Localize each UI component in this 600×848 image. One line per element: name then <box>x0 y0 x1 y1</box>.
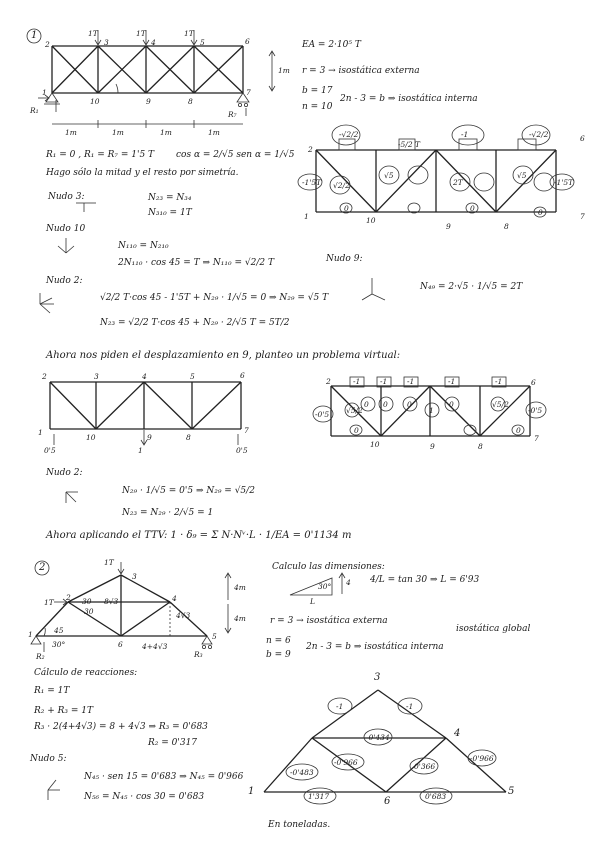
p2-b-line: b = 9 <box>266 650 291 660</box>
reaction-label: R₇ <box>228 110 237 119</box>
node-label: 7 <box>246 88 251 97</box>
reaction-label: R₁ <box>30 106 39 115</box>
node-label: 7 <box>244 426 249 435</box>
node-label: 8 <box>504 222 509 231</box>
force-value: -0'966 <box>334 758 358 767</box>
node-label: 7 <box>580 212 585 221</box>
dim-label: 1m <box>112 128 124 137</box>
dims-note: Calculo las dimensiones: <box>272 562 385 572</box>
bar-label: 8√3 <box>104 597 119 606</box>
force-value: 0'683 <box>425 792 447 801</box>
node5-eq1: N₄₅ · sen 15 = 0'683 ⇒ N₄₅ = 0'966 <box>84 772 244 782</box>
node-label: 8 <box>478 442 483 451</box>
node2-eq2: N₂₃ = √2/2 T·cos 45 + N₂₉ · 2/√5 T = 5T/2 <box>100 318 290 328</box>
node-label: 9 <box>147 433 152 442</box>
node-label: 2 <box>42 372 47 381</box>
node10-eq2: 2N₁₁₀ · cos 45 = T ⇒ N₁₁₀ = √2/2 T <box>118 258 274 268</box>
virtual-force-value: -1 <box>353 377 361 386</box>
node-label: 6 <box>240 371 245 380</box>
truss-2-diagram <box>31 562 231 652</box>
node-label: 4 <box>142 372 147 381</box>
virtual-force-value: -1 <box>448 377 456 386</box>
node-label: 9 <box>146 97 151 106</box>
virtual-truss-diagram <box>50 382 241 445</box>
tri-label: L <box>310 597 315 606</box>
force-value: -5/2 T <box>398 140 420 149</box>
force-value: -1 <box>336 702 344 711</box>
force-value: -0'434 <box>366 733 390 742</box>
node2v-eq2: N₂₃ = N₂₉ · 2/√5 = 1 <box>122 508 214 518</box>
n-line: n = 10 <box>302 102 333 112</box>
virtual-force-value: 1 <box>429 406 434 415</box>
node2-label: Nudo 2: <box>46 276 83 286</box>
formula-line: 2n - 3 = b ⇒ isostática interna <box>340 94 478 104</box>
ttv-line: Ahora aplicando el TTV: 1 · δ₉ = Σ N·Nᵛ·L · 1/EA = 0'1134 m <box>46 530 352 541</box>
r-line: r = 3 → isostática externa <box>302 66 420 76</box>
force-value: √5 <box>384 171 394 180</box>
node-label: 9 <box>446 222 451 231</box>
node3-eq1: N₂₃ = N₃₄ <box>148 193 192 203</box>
reaction-label: R₃ <box>194 650 203 659</box>
dims-eq: 4/L = tan 30 ⇒ L = 6'93 <box>370 575 480 585</box>
node-label: 1 <box>28 630 33 639</box>
truss-2-force-diagram <box>264 690 506 804</box>
bar-label: 4√3 <box>176 611 191 620</box>
tri-label: 30° <box>318 582 332 591</box>
virtual-force-value: √5/2 <box>346 406 363 415</box>
force-value: 0'366 <box>414 762 436 771</box>
node-label: 4 <box>454 728 461 739</box>
dim-label: 1m <box>208 128 220 137</box>
node-label: 6 <box>118 640 123 649</box>
problem-1-number: 1 <box>31 30 38 41</box>
node-label: 5 <box>212 632 217 641</box>
node-label: 1 <box>42 88 47 97</box>
virtual-force-value: 0 <box>449 400 454 409</box>
force-value: 0 <box>344 204 349 213</box>
node9-label: Nudo 9: <box>326 254 363 264</box>
force-value: -1 <box>461 130 469 139</box>
node-label: 3 <box>94 372 99 381</box>
node9-eq: N₄₉ = 2·√5 · 1/√5 = 2T <box>420 282 523 292</box>
node-label: 6 <box>580 134 585 143</box>
reaction-eq: R₂ = 0'317 <box>148 738 198 748</box>
node3-eq2: N₃₁₀ = 1T <box>148 208 192 218</box>
force-value: -√2/2 <box>529 130 549 139</box>
dim-label: 1m <box>160 128 172 137</box>
virtual-force-value: 0 <box>516 426 521 435</box>
force-value: -√2/2 <box>339 130 359 139</box>
virtual-force-value: √5/2 <box>492 400 509 409</box>
reaction-eq: R₂ + R₃ = 1T <box>34 706 94 716</box>
p2-r-line: r = 3 → isostática externa <box>270 616 388 626</box>
problem-2-number: 2 <box>39 562 46 573</box>
reaction-eq: R₁ = 1T <box>34 686 70 696</box>
node-label: 8 <box>186 433 191 442</box>
node-label: 5 <box>190 372 195 381</box>
node-label: 3 <box>104 38 109 47</box>
node-label: 6 <box>384 796 391 807</box>
force-value: -0'966 <box>470 754 494 763</box>
node-label: 6 <box>245 37 250 46</box>
load-label: 1T <box>88 29 98 38</box>
node10-eq1: N₁₁₀ = N₂₁₀ <box>118 241 169 251</box>
angle-label: 45 <box>54 626 64 635</box>
virtual-note: Ahora nos piden el desplazamiento en 9, planteo un problema virtual: <box>46 350 401 361</box>
virtual-force-value: 0 <box>364 400 369 409</box>
node2-virtual-sketch <box>66 492 78 503</box>
node-label: 2 <box>66 593 71 602</box>
node-label: 2 <box>326 377 331 386</box>
virtual-force-value: -0'5 <box>528 406 543 415</box>
p2-formula: 2n - 3 = b ⇒ isostática interna <box>306 642 444 652</box>
height-label: 1m <box>278 66 290 75</box>
force-value: 1'317 <box>308 792 330 801</box>
reactions-line: R₁ = 0 , R₁ = R₇ = 1'5 T <box>46 150 155 160</box>
reaction-label: R₂ <box>36 652 45 661</box>
node-label: 9 <box>430 442 435 451</box>
reactions-title: Cálculo de reacciones: <box>34 668 138 678</box>
node-label: 10 <box>86 433 96 442</box>
virtual-reaction-label: 0'5 <box>236 446 248 455</box>
node-label: 6 <box>531 378 536 387</box>
node-label: 10 <box>366 216 376 225</box>
force-value: -1 <box>406 702 414 711</box>
force-value: -1'5T <box>302 178 322 187</box>
node-label: 4 <box>151 38 156 47</box>
load-label: 1T <box>44 598 54 607</box>
force-value: 0 <box>470 204 475 213</box>
ea-line: EA = 2·10⁵ T <box>302 40 361 50</box>
node5-label: Nudo 5: <box>30 754 67 764</box>
force-value: -0'483 <box>290 768 314 777</box>
node-label: 8 <box>188 97 193 106</box>
virtual-force-value: -0'5 <box>315 410 330 419</box>
force-value: 0 <box>538 208 543 217</box>
virtual-force-value: -1 <box>495 377 503 386</box>
node-label: 4 <box>172 594 177 603</box>
cos-line: cos α = 2/√5 sen α = 1/√5 <box>176 150 295 160</box>
load-label: 1T <box>184 29 194 38</box>
force-value: -1'5T <box>554 178 574 187</box>
node10-label: Nudo 10 <box>46 224 86 234</box>
dim-label: 4m <box>234 614 246 623</box>
b-line: b = 17 <box>302 86 333 96</box>
node-label: 10 <box>90 97 100 106</box>
virtual-force-value: -1 <box>380 377 388 386</box>
node2v-label: Nudo 2: <box>46 468 83 478</box>
force-value: √5 <box>517 171 527 180</box>
node-label: 10 <box>370 440 380 449</box>
virtual-force-value: 0 <box>407 400 412 409</box>
node5-eq2: N₅₆ = N₄₅ · cos 30 = 0'683 <box>84 792 205 802</box>
angle-label: 30 <box>84 607 94 616</box>
virtual-force-value: 0 <box>383 400 388 409</box>
node-label: 3 <box>132 572 137 581</box>
node-label: 1 <box>304 212 309 221</box>
node2v-eq1: N₂₉ · 1/√5 = 0'5 ⇒ N₂₉ = √5/2 <box>122 486 255 496</box>
p2-global: isostática global <box>456 624 531 634</box>
angle-label: 30 <box>82 597 92 606</box>
node-label: 7 <box>534 434 539 443</box>
node-label: 2 <box>308 145 313 154</box>
node-label: 1 <box>38 428 43 437</box>
symmetry-note: Hago sólo la mitad y el resto por simetría. <box>46 168 239 178</box>
load-label: 1T <box>104 558 114 567</box>
load-label: 1T <box>136 29 146 38</box>
virtual-load-label: 1 <box>138 446 143 455</box>
virtual-force-value: -1 <box>407 377 415 386</box>
angle-label: 30° <box>52 640 66 649</box>
force-value: √2/2 <box>333 181 350 190</box>
p2-n-line: n = 6 <box>266 636 291 646</box>
dim-label: 4m <box>234 583 246 592</box>
node-label: 2 <box>45 40 50 49</box>
node-label: 1 <box>248 786 255 797</box>
dim-label: 1m <box>65 128 77 137</box>
node-label: 5 <box>508 786 515 797</box>
reaction-eq: R₃ · 2(4+4√3) = 8 + 4√3 ⇒ R₃ = 0'683 <box>34 722 208 732</box>
force-value: 2T <box>453 178 463 187</box>
node3-label: Nudo 3: <box>48 192 85 202</box>
tri-label: 4 <box>346 578 351 587</box>
node-label: 3 <box>374 672 381 683</box>
virtual-reaction-label: 0'5 <box>44 446 56 455</box>
virtual-force-value: 0 <box>354 426 359 435</box>
truss-1-diagram <box>38 30 275 128</box>
node2-eq1: √2/2 T·cos 45 - 1'5T + N₂₉ · 1/√5 = 0 ⇒ N₂₉ = √5 T <box>100 293 329 303</box>
closing-note: En toneladas. <box>268 820 331 830</box>
node-label: 5 <box>200 38 205 47</box>
bar-label: 4+4√3 <box>142 642 168 651</box>
node5-sketch <box>48 780 60 800</box>
